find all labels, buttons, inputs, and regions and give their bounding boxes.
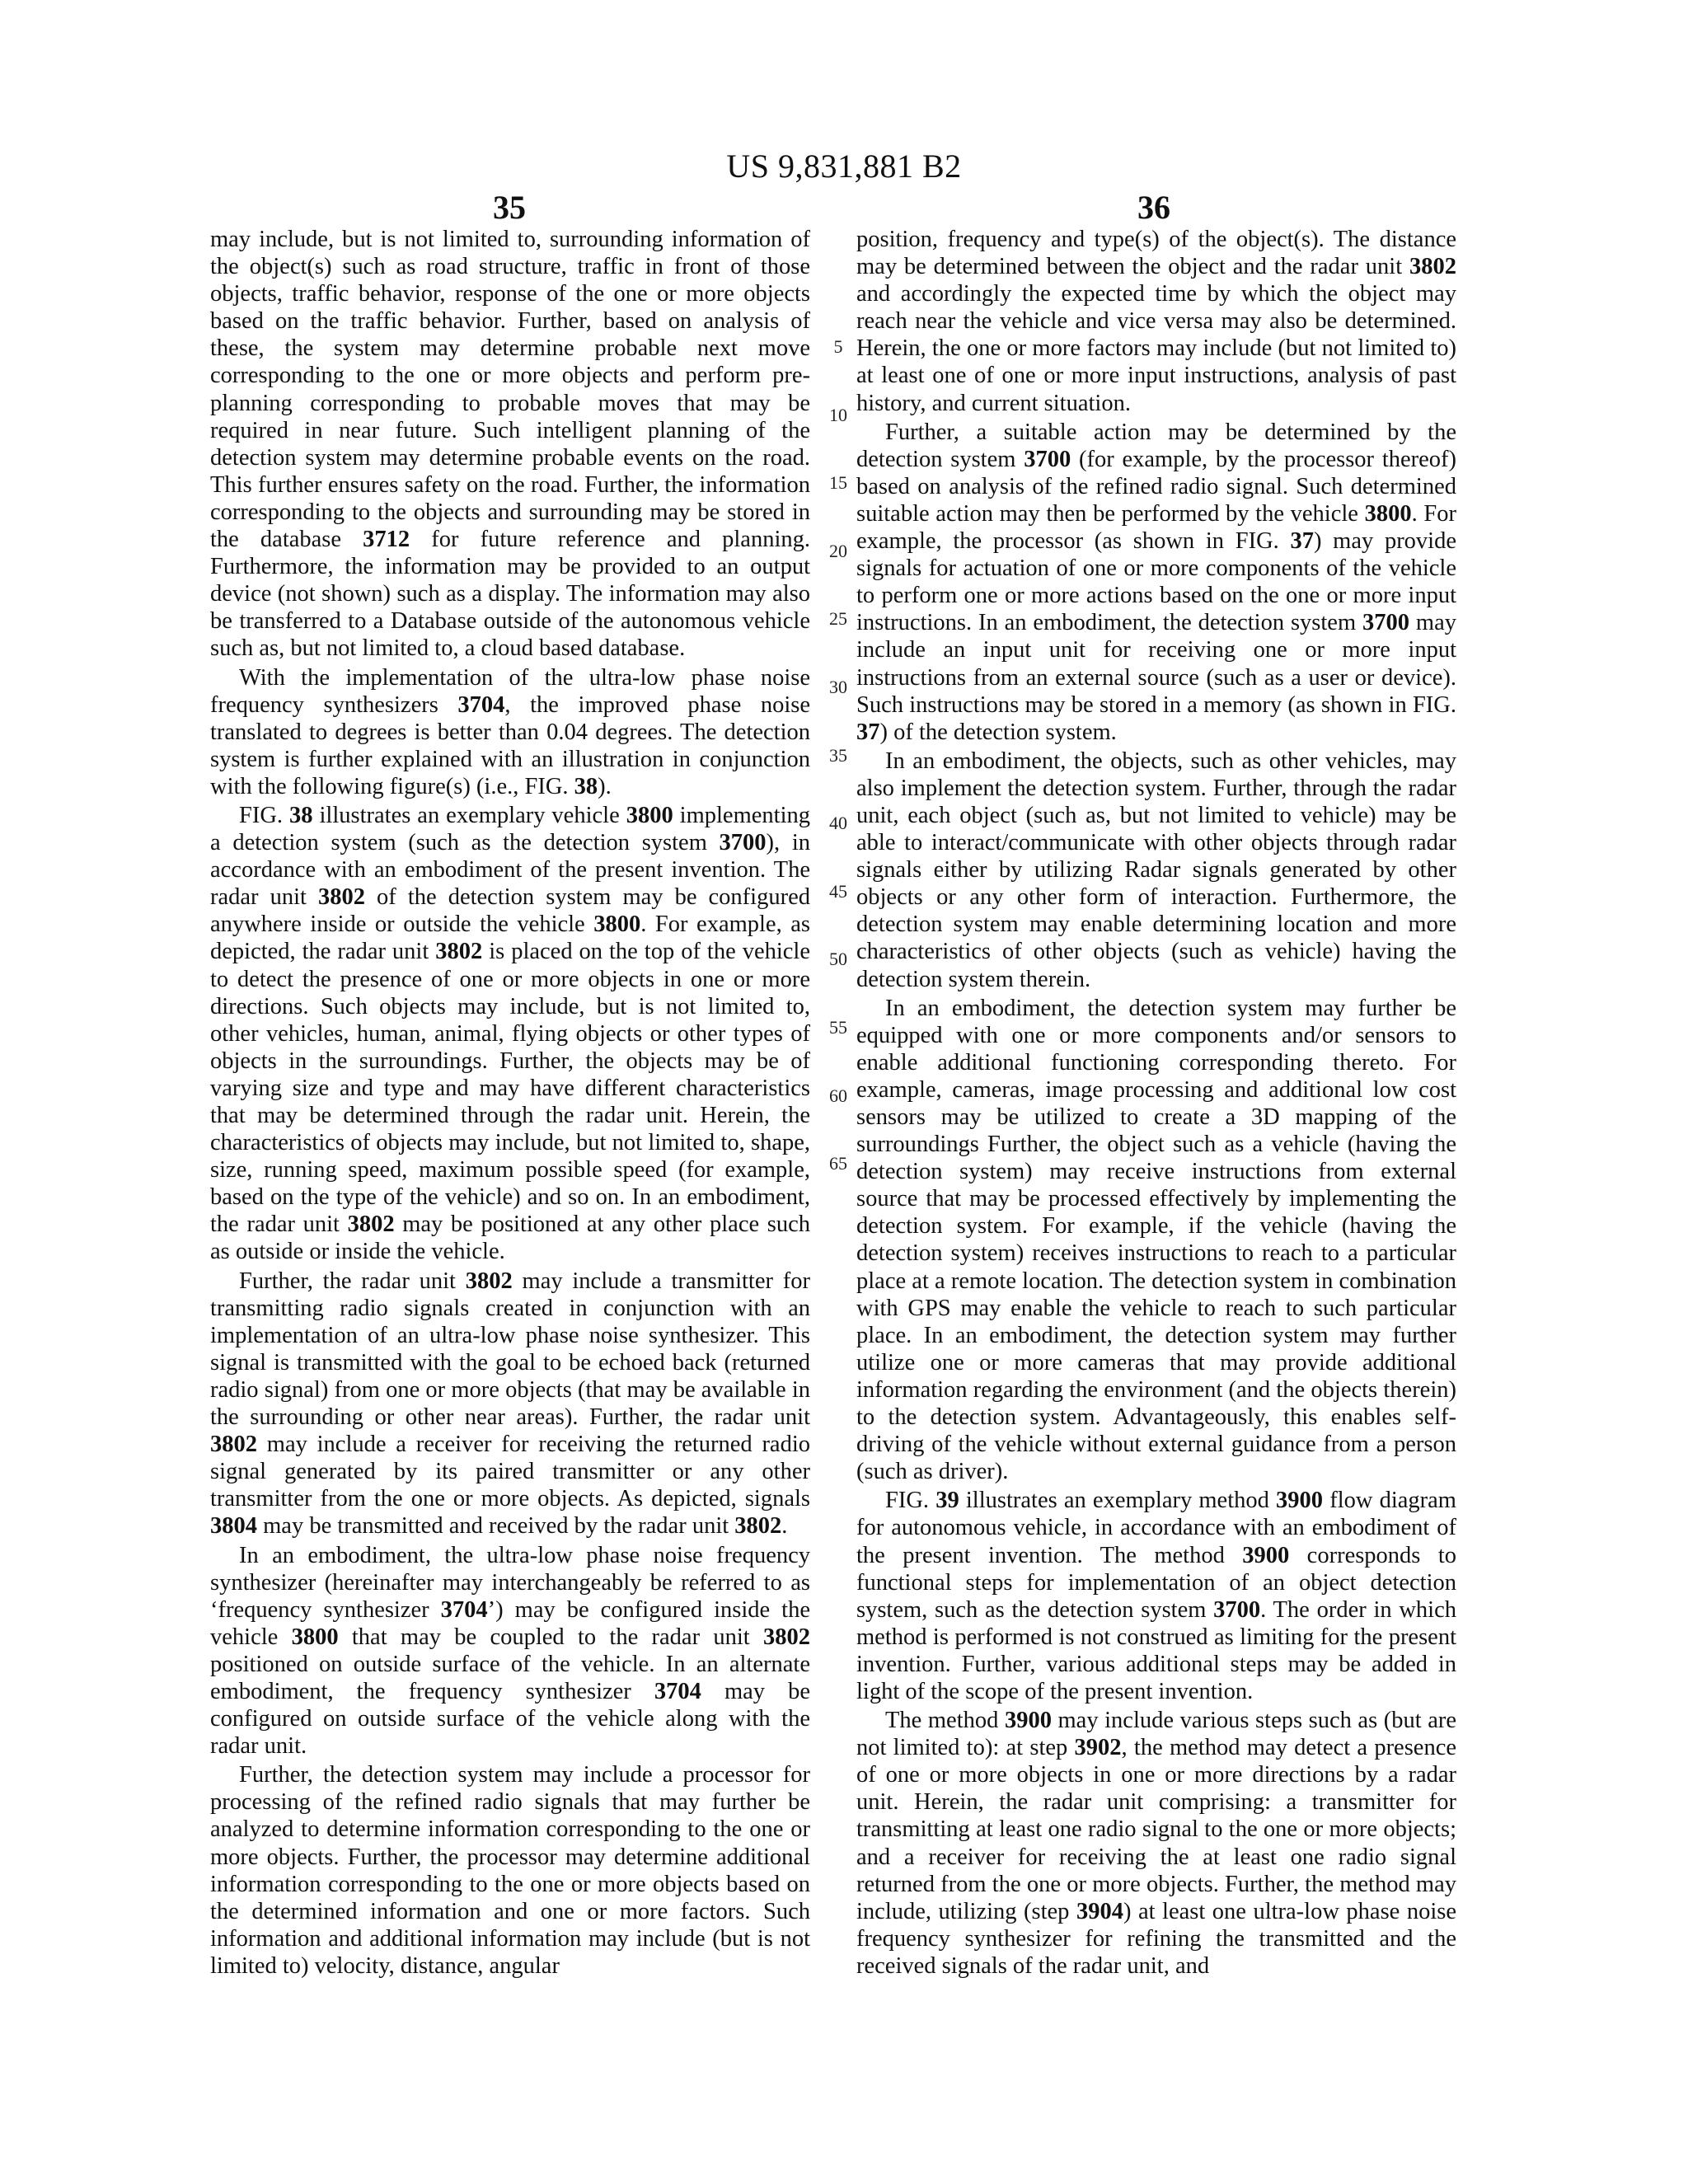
paragraph: FIG. 38 illustrates an exemplary vehicle 3800 implementing a detection system (such as the detection system 3700), in accordance with an embodiment of the present invention. The radar unit 3802 of the detection system may be configured anywhere inside or outside the vehicle 3800. For example, as depicted, the radar unit 3802 is placed on the top of the vehicle to detect the presence of one or more objects in one or more directions. Such objects may include, but is not limited to, other vehicles, human, animal, flying objects or other types of objects in the surroundings. Further, the objects may be of varying size and type and may have different characteristics that may be determined through the radar unit. Herein, the characteristics of objects may include, but not limited to, shape, size, running speed, maximum possible speed (for example, based on the type of the vehicle) and so on. In an embodiment, the radar unit 3802 may be positioned at any other place such as outside or inside the vehicle. (210, 802, 810, 1265)
page-number-right: 36 (1137, 189, 1170, 226)
line-number: 10 (829, 404, 847, 425)
line-number: 40 (829, 813, 847, 834)
line-number: 30 (829, 677, 847, 697)
paragraph: Further, a suitable action may be determined by the detection system 3700 (for example, by the processor thereof) based on analysis of the refined radio signal. Such determined suitable action may then be performed by the vehicle 3800. For example, the processor (as shown in FIG. 37) may provide signals for actuation of one or more components of the vehicle to perform one or more actions based on the one or more input instructions. In an embodiment, the detection system 3700 may include an input unit for receiving one or more input instructions from an external source (such as a user or device). Such instructions may be stored in a memory (as shown in FIG. 37) of the detection system. (856, 419, 1457, 745)
patent-number-header: US 9,831,881 B2 (726, 148, 962, 185)
paragraph: FIG. 39 illustrates an exemplary method 3900 flow diagram for autonomous vehicle, in accordance with an embodiment of the present invention. The method 3900 corresponds to functional steps for implementation of an object detection system, such as the detection system 3700. The order in which method is performed is not construed as limiting for the present invention. Further, various additional steps may be added in light of the scope of the present invention. (856, 1488, 1457, 1704)
line-number: 25 (829, 608, 847, 630)
line-number: 15 (829, 472, 847, 494)
line-number: 55 (829, 1017, 847, 1038)
line-number: 50 (829, 949, 847, 970)
line-number: 60 (829, 1085, 847, 1106)
paragraph: With the implementation of the ultra-low phase noise frequency synthesizers 3704, the improved phase noise translated to degrees is better than 0.04 degrees. The detection system is further explained with an illustration in conjunction with the following figure(s) (i.e., FIG. 38). (210, 664, 810, 799)
paragraph: In an embodiment, the detection system may further be equipped with one or more components and/or sensors to enable additional functioning corresponding thereto. For example, cameras, image processing and additional low cost sensors may be utilized to create a 3D mapping of the surroundings Further, the object such as a vehicle (having the detection system) may receive instructions from external source that may be processed effectively by implementing the detection system. For example, if the vehicle (having the detection system) receives instructions to reach to a particular place at a remote location. The detection system in combination with GPS may enable the vehicle to reach to such particular place. In an embodiment, the detection system may further utilize one or more cameras that may provide additional information regarding the environment (and the objects therein) to the detection system. Advantageously, this enables self-driving of the vehicle without external guidance from a person (such as driver). (856, 995, 1456, 1485)
paragraph: position, frequency and type(s) of the object(s). The distance may be determined between the object and the radar unit 3802 and accordingly the expected time by which the object may reach near the vehicle and vice versa may also be determined. Herein, the one or more factors may include (but not limited to) at least one of one or more input instructions, analysis of past history, and current situation. (856, 227, 1456, 416)
line-number: 45 (829, 880, 847, 902)
paragraph: Further, the radar unit 3802 may include a transmitter for transmitting radio signals created in conjunction with an implementation of an ultra-low phase noise synthesizer. This signal is transmitted with the goal to be echoed back (returned radio signal) from one or more objects (that may be available in the surrounding or other near areas). Further, the radar unit 3802 may include a receiver for receiving the returned radio signal generated by its paired transmitter or any other transmitter from the one or more objects. As depicted, signals 3804 may be transmitted and received by the radar unit 3802. (210, 1268, 810, 1540)
paragraph: In an embodiment, the objects, such as other vehicles, may also implement the detection system. Further, through the radar unit, each object (such as, but not limited to vehicle) may be able to interact/communicate with other objects through radar signals either by utilizing Radar signals generated by other objects or any other form of interaction. Furthermore, the detection system may enable determining location and more characteristics of other objects (such as vehicle) having the detection system therein. (856, 748, 1456, 992)
line-number: 35 (829, 744, 847, 766)
paragraph: In an embodiment, the ultra-low phase noise frequency synthesizer (hereinafter may interchangeably be referred to as ‘frequency synthesizer 3704’) may be configured inside the vehicle 3800 that may be coupled to the radar unit 3802 positioned on outside surface of the vehicle. In an alternate embodiment, the frequency synthesizer 3704 may be configured on outside surface of the vehicle along with the radar unit. (210, 1542, 810, 1760)
page-number-left: 35 (493, 189, 526, 226)
right-text-column (856, 226, 1456, 1981)
paragraph: may include, but is not limited to, surrounding information of the object(s) such as road structure, traffic in front of those objects, traffic behavior, response of the one or more objects based on the traffic behavior. Further, based on analysis of these, the system may determine probable next move corresponding to the one or more objects and perform pre-planning corresponding to probable moves that may be required in near future. Such intelligent planning of the detection system may determine probable events on the road. This further ensures safety on the road. Further, the information corresponding to the objects and surrounding may be stored in the database 3712 for future reference and planning. Furthermore, the information may be provided to an output device (not shown) such as a display. The information may also be transferred to a Database outside of the autonomous vehicle such as, but not limited to, a cloud based database. (210, 227, 810, 662)
paragraph: The method 3900 may include various steps such as (but are not limited to): at step 3902, the method may detect a presence of one or more objects in one or more directions by a radar unit. Herein, the radar unit comprising: a transmitter for transmitting at least one radio signal to the one or more objects; and a receiver for receiving the at least one radio signal returned from the one or more objects. Further, the method may include, utilizing (step 3904) at least one ultra-low phase noise frequency synthesizer for refining the transmitted and the received signals of the radar unit, and (856, 1708, 1456, 1979)
line-number: 20 (829, 540, 847, 561)
left-text-column (210, 226, 810, 1981)
line-number: 5 (833, 336, 843, 357)
paragraph: Further, the detection system may include a processor for processing of the refined radio signals that may further be analyzed to determine information corresponding to the one or more objects. Further, the processor may determine additional information corresponding to the one or more objects based on the determined information and one or more factors. Such information and additional information may include (but is not limited to) velocity, distance, angular (210, 1762, 810, 1979)
line-number: 65 (829, 1153, 847, 1174)
